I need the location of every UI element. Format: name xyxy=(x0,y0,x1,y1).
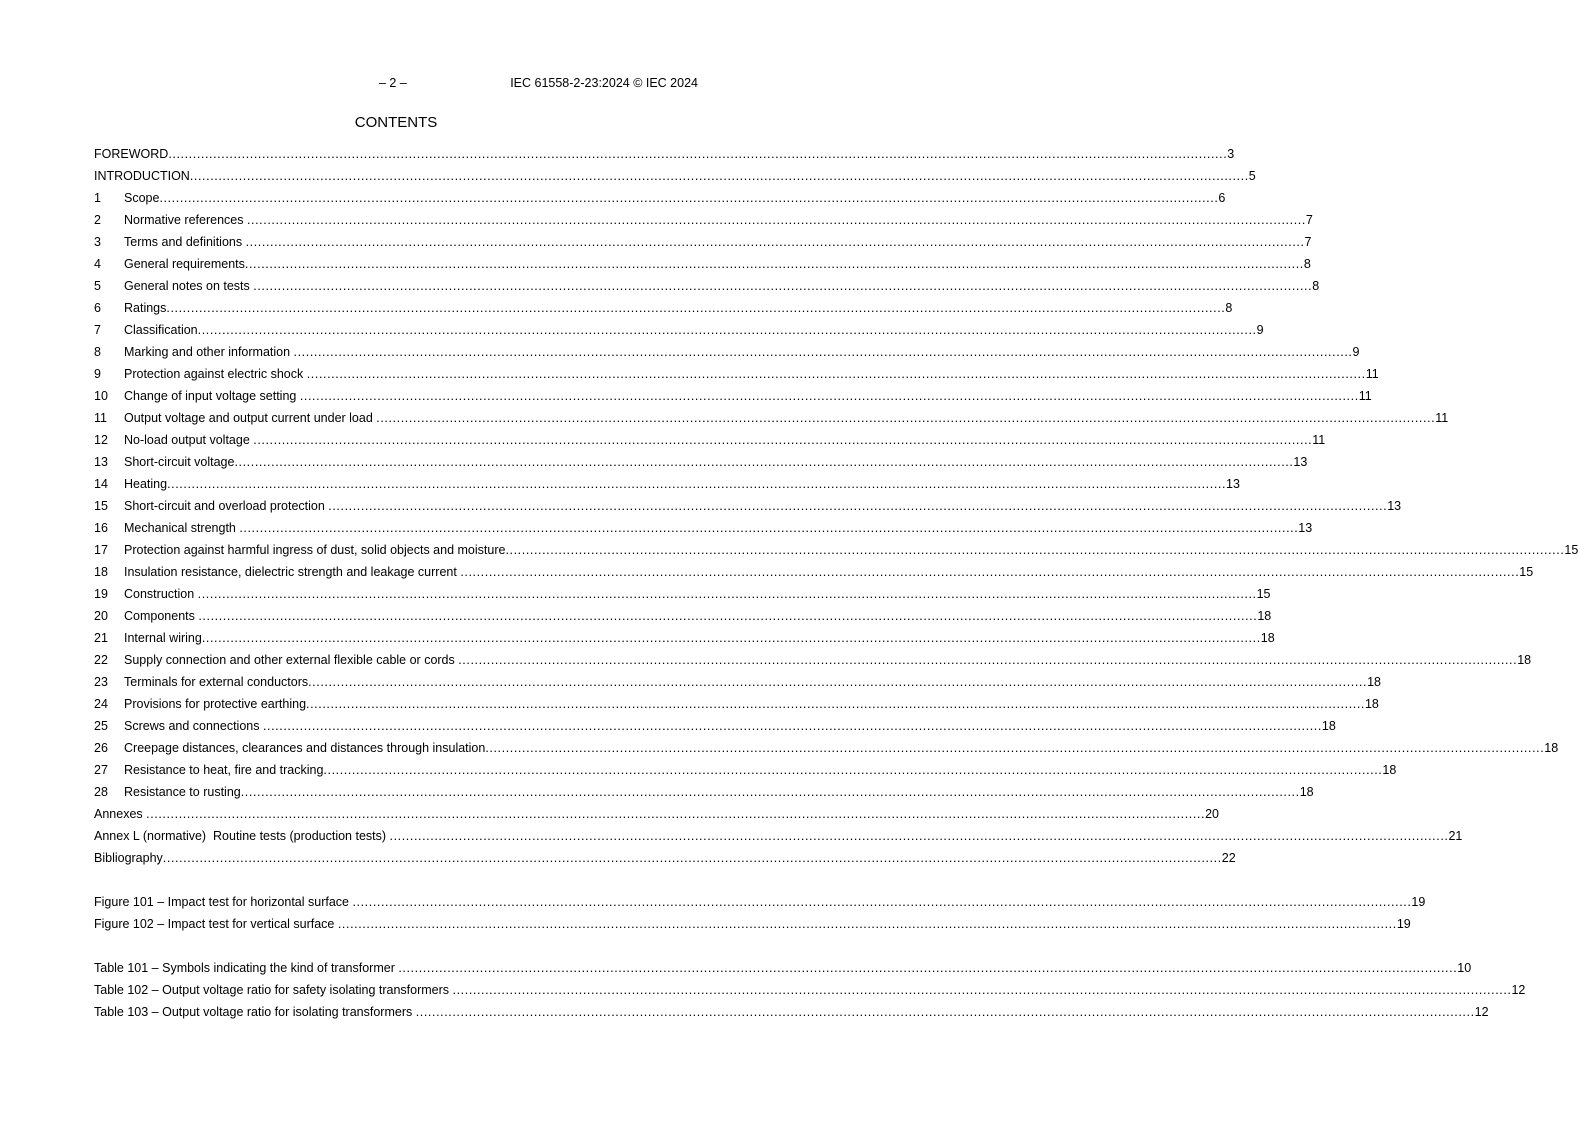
dot-leader xyxy=(245,253,1304,275)
toc-entry-title: Scope xyxy=(124,191,160,205)
dot-leader xyxy=(300,385,1359,407)
toc-entry[interactable] xyxy=(94,407,1449,429)
toc-entry-page: 18 xyxy=(1260,631,1275,645)
toc-entry[interactable] xyxy=(94,495,1402,517)
dot-leader xyxy=(163,847,1222,869)
document-reference: IEC 61558-2-23:2024 © IEC 2024 xyxy=(510,76,698,90)
toc-entry-number: 18 xyxy=(94,565,108,579)
contents-heading: CONTENTS xyxy=(354,114,438,131)
toc-entry-page: 8 xyxy=(1303,257,1311,271)
toc-entry-page: 13 xyxy=(1298,521,1313,535)
toc-entry-title: Normative references xyxy=(124,213,247,227)
toc-entry[interactable] xyxy=(94,737,1559,759)
toc-entry-title: Table 101 – Symbols indicating the kind of transformer xyxy=(94,961,399,975)
toc-entry-page: 20 xyxy=(1205,807,1219,821)
toc-entry-title: Provisions for protective earthing xyxy=(124,697,307,711)
dot-leader xyxy=(453,979,1512,1001)
toc-entry-page: 22 xyxy=(1221,851,1236,865)
toc-entry[interactable] xyxy=(94,539,1578,561)
dot-leader xyxy=(505,539,1564,561)
toc-entry[interactable] xyxy=(94,319,1264,341)
dot-leader xyxy=(323,759,1382,781)
dot-leader xyxy=(338,913,1397,935)
toc-entry[interactable] xyxy=(94,385,1372,407)
toc-entry-number: 23 xyxy=(94,675,108,689)
toc-entry-page: 9 xyxy=(1352,345,1360,359)
toc-entry-page: 18 xyxy=(1299,785,1314,799)
toc-entry-number: 8 xyxy=(94,345,101,359)
toc-entry-page: 13 xyxy=(1293,455,1308,469)
toc-entry-page: 9 xyxy=(1256,323,1264,337)
dot-leader xyxy=(246,231,1305,253)
toc-entry[interactable] xyxy=(94,253,1311,275)
toc-entry-page: 12 xyxy=(1474,1005,1489,1019)
toc-entry-title: Figure 102 – Impact test for vertical surface xyxy=(94,917,338,931)
toc-entry[interactable] xyxy=(94,231,1312,253)
toc-entry-page: 15 xyxy=(1564,543,1578,557)
toc-entry[interactable] xyxy=(94,847,1236,869)
dot-leader xyxy=(166,297,1225,319)
toc-entry-page: 10 xyxy=(1457,961,1472,975)
toc-entry[interactable] xyxy=(94,451,1308,473)
toc-entry[interactable] xyxy=(94,671,1381,693)
toc-entry-page: 11 xyxy=(1435,411,1449,425)
toc-entry-title: General notes on tests xyxy=(124,279,254,293)
toc-entry-title: No-load output voltage xyxy=(124,433,254,447)
toc-entry-page: 18 xyxy=(1517,653,1532,667)
figure-entry[interactable] xyxy=(94,913,1411,935)
dot-leader xyxy=(198,583,1257,605)
toc-entry[interactable] xyxy=(94,583,1271,605)
toc-entry-title: Mechanical strength xyxy=(124,521,240,535)
toc-entry-number: 21 xyxy=(94,631,108,645)
table-entry[interactable] xyxy=(94,957,1472,979)
toc-entry-page: 18 xyxy=(1321,719,1336,733)
toc-entry-title: Table 103 – Output voltage ratio for isolating transformers xyxy=(94,1005,416,1019)
toc-entry-page: 3 xyxy=(1227,147,1235,161)
dot-leader xyxy=(253,275,1312,297)
dot-leader xyxy=(167,473,1226,495)
toc-entry-number: 28 xyxy=(94,785,108,799)
toc-entry-page: 19 xyxy=(1396,917,1411,931)
dot-leader xyxy=(247,209,1306,231)
dot-leader xyxy=(458,649,1517,671)
dot-leader xyxy=(328,495,1387,517)
toc-entry-title: Screws and connections xyxy=(124,719,263,733)
toc-entry-title: Short-circuit voltage xyxy=(124,455,235,469)
toc-entry-page: 5 xyxy=(1248,169,1256,183)
toc-entry[interactable] xyxy=(94,561,1534,583)
toc-entry-number: 20 xyxy=(94,609,108,623)
toc-entry-page: 18 xyxy=(1382,763,1397,777)
dot-leader xyxy=(198,319,1257,341)
toc-entry-number: 3 xyxy=(94,235,101,249)
dot-leader xyxy=(485,737,1544,759)
dot-leader xyxy=(307,363,1366,385)
dot-leader xyxy=(306,693,1365,715)
toc-entry-page: 11 xyxy=(1365,367,1379,381)
toc-entry-number: 10 xyxy=(94,389,108,403)
toc-entry-title: Marking and other information xyxy=(124,345,294,359)
dot-leader xyxy=(190,165,1249,187)
toc-entry-page: 18 xyxy=(1367,675,1381,689)
toc-entry-title: Heating xyxy=(124,477,168,491)
toc-entry[interactable] xyxy=(94,275,1320,297)
toc-entry[interactable] xyxy=(94,165,1256,187)
dot-leader xyxy=(308,671,1367,693)
dot-leader xyxy=(376,407,1435,429)
toc-entry[interactable] xyxy=(94,759,1397,781)
dot-leader xyxy=(146,803,1205,825)
toc-entry-title: Figure 101 – Impact test for horizontal surface xyxy=(94,895,353,909)
toc-entry-page: 18 xyxy=(1257,609,1272,623)
toc-entry[interactable] xyxy=(94,627,1275,649)
toc-entry[interactable] xyxy=(94,825,1463,847)
toc-entry-page: 18 xyxy=(1544,741,1559,755)
dot-leader xyxy=(198,605,1257,627)
toc-entry-title: Bibliography xyxy=(94,851,163,865)
toc-entry-title: Terminals for external conductors xyxy=(124,675,309,689)
toc-entry-title: Components xyxy=(124,609,199,623)
toc-entry[interactable] xyxy=(94,693,1379,715)
toc-entry-number: 12 xyxy=(94,433,108,447)
dot-leader xyxy=(241,781,1300,803)
table-entry[interactable] xyxy=(94,979,1526,1001)
toc-entry-number: 4 xyxy=(94,257,101,271)
dot-leader xyxy=(202,627,1261,649)
toc-entry[interactable] xyxy=(94,429,1326,451)
dot-leader xyxy=(253,429,1312,451)
toc-entry-page: 7 xyxy=(1305,213,1313,227)
page-number: – 2 – xyxy=(379,76,407,90)
dot-leader xyxy=(460,561,1519,583)
dot-leader xyxy=(263,715,1322,737)
toc-entry[interactable] xyxy=(94,781,1314,803)
toc-entry[interactable] xyxy=(94,649,1532,671)
toc-entry[interactable] xyxy=(94,803,1219,825)
toc-entry[interactable] xyxy=(94,187,1226,209)
table-entry[interactable] xyxy=(94,1001,1489,1023)
dot-leader xyxy=(159,187,1218,209)
toc-entry-page: 7 xyxy=(1304,235,1312,249)
toc-entry[interactable] xyxy=(94,341,1360,363)
toc-entry-title: Annexes xyxy=(94,807,147,821)
toc-entry-number: 16 xyxy=(94,521,108,535)
toc-entry-number: 13 xyxy=(94,455,108,469)
toc-entry-page: 19 xyxy=(1411,895,1426,909)
toc-entry-page: 8 xyxy=(1225,301,1233,315)
toc-spacer xyxy=(94,935,698,957)
toc-entry-number: 19 xyxy=(94,587,108,601)
toc-entry[interactable] xyxy=(94,297,1233,319)
dot-leader xyxy=(398,957,1457,979)
toc-entry[interactable] xyxy=(94,605,1272,627)
toc-entry-number: 6 xyxy=(94,301,101,315)
toc-entry-number: 17 xyxy=(94,543,108,557)
toc-entry-page: 8 xyxy=(1312,279,1320,293)
toc-entry-title: Insulation resistance, dielectric strength and leakage current xyxy=(124,565,461,579)
toc-entry-title: FOREWORD xyxy=(94,147,169,161)
toc-entry-title: Protection against electric shock xyxy=(124,367,307,381)
toc-entry-page: 15 xyxy=(1519,565,1534,579)
toc-entry[interactable] xyxy=(94,715,1336,737)
toc-entry-title: General requirements xyxy=(124,257,245,271)
toc-entry-page: 11 xyxy=(1312,433,1326,447)
toc-entry-page: 15 xyxy=(1256,587,1271,601)
figure-entry[interactable] xyxy=(94,891,1426,913)
toc-entry-number: 25 xyxy=(94,719,108,733)
toc-entry-number: 9 xyxy=(94,367,101,381)
toc-entry-number: 27 xyxy=(94,763,108,777)
toc-entry[interactable] xyxy=(94,473,1240,495)
toc-entry-number: 2 xyxy=(94,213,101,227)
dot-leader xyxy=(234,451,1293,473)
table-of-contents xyxy=(94,143,1578,1023)
toc-entries xyxy=(94,143,1578,869)
toc-spacer xyxy=(94,869,698,891)
toc-entry-page: 11 xyxy=(1358,389,1372,403)
toc-entry-title: Output voltage and output current under load xyxy=(124,411,377,425)
list-of-figures xyxy=(94,891,1426,935)
toc-entry-title: Protection against harmful ingress of dust, solid objects and moisture xyxy=(124,543,506,557)
toc-entry-number: 22 xyxy=(94,653,108,667)
toc-entry-title: Terms and definitions xyxy=(124,235,246,249)
toc-entry-number: 26 xyxy=(94,741,108,755)
page-header xyxy=(94,76,698,92)
dot-leader xyxy=(294,341,1353,363)
toc-entry-title: Annex L (normative) Routine tests (production tests) xyxy=(94,829,390,843)
toc-entry-page: 21 xyxy=(1448,829,1463,843)
toc-entry[interactable] xyxy=(94,143,1235,165)
toc-entry[interactable] xyxy=(94,517,1313,539)
toc-entry-page: 12 xyxy=(1511,983,1526,997)
list-of-tables xyxy=(94,957,1526,1023)
dot-leader xyxy=(352,891,1411,913)
toc-entry-title: Short-circuit and overload protection xyxy=(124,499,329,513)
toc-entry[interactable] xyxy=(94,363,1379,385)
dot-leader xyxy=(416,1001,1475,1023)
dot-leader xyxy=(239,517,1298,539)
toc-entry-title: Resistance to heat, fire and tracking xyxy=(124,763,324,777)
toc-entry-title: INTRODUCTION xyxy=(94,169,190,183)
toc-entry[interactable] xyxy=(94,209,1313,231)
toc-entry-title: Creepage distances, clearances and distances through insulation xyxy=(124,741,486,755)
toc-entry-title: Ratings xyxy=(124,301,167,315)
toc-entry-number: 15 xyxy=(94,499,108,513)
toc-entry-page: 6 xyxy=(1218,191,1226,205)
toc-entry-title: Resistance to rusting xyxy=(124,785,241,799)
dot-leader xyxy=(390,825,1449,847)
toc-entry-page: 18 xyxy=(1364,697,1379,711)
toc-entry-title: Internal wiring xyxy=(124,631,202,645)
toc-entry-number: 24 xyxy=(94,697,108,711)
toc-entry-number: 5 xyxy=(94,279,101,293)
toc-entry-number: 7 xyxy=(94,323,101,337)
toc-entry-title: Construction xyxy=(124,587,198,601)
toc-entry-title: Change of input voltage setting xyxy=(124,389,300,403)
toc-entry-number: 1 xyxy=(94,191,101,205)
toc-entry-page: 13 xyxy=(1387,499,1402,513)
toc-entry-title: Supply connection and other external flexible cable or cords xyxy=(124,653,459,667)
toc-entry-number: 11 xyxy=(94,411,107,425)
toc-entry-title: Classification xyxy=(124,323,198,337)
toc-entry-title: Table 102 – Output voltage ratio for safety isolating transformers xyxy=(94,983,453,997)
dot-leader xyxy=(168,143,1227,165)
toc-entry-number: 14 xyxy=(94,477,108,491)
toc-entry-page: 13 xyxy=(1226,477,1240,491)
